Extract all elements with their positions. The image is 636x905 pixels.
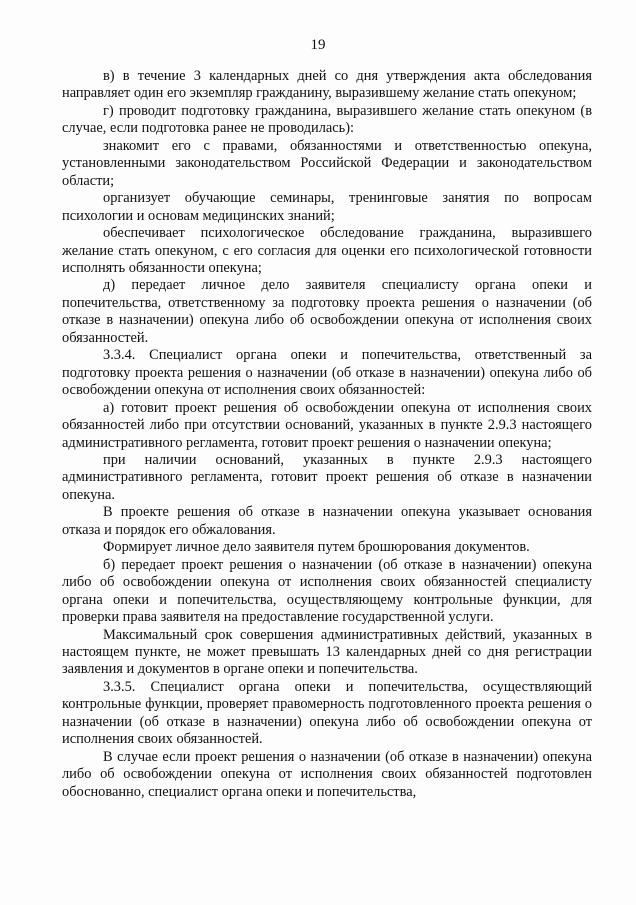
page-number: 19 xyxy=(310,37,326,53)
paragraph-if-draft-justified: В случае если проект решения о назначении (об отказе в назначении) опекуна либо об освобождении опекуна от исполнения своих обязанностей подготовлен обоснованно, специалист органа опеки и попечительства, xyxy=(62,748,592,800)
paragraph-forms-file: Формирует личное дело заявителя путем брошюрования документов. xyxy=(103,539,530,556)
paragraph-3-3-3-g: г) проводит подготовку гражданина, выразившего желание стать опекуном (в случае, если подготовка ранее не проводилась): xyxy=(62,102,592,137)
paragraph-3-3-4-a: а) готовит проект решения об освобождении опекуна от исполнения своих обязанностей либо при отсутствии оснований, указанных в пункте 2.9.3 настоящего административного регламента, готовит проект решения о назначении опекуна; xyxy=(62,399,592,451)
paragraph-3-3-3-d: д) передает личное дело заявителя специалисту органа опеки и попечительства, ответственному за подготовку проекта решения о назначении (об отказе в назначении) опекуна либо об освобождении опекуна от исполнения своих обязанностей. xyxy=(62,277,592,346)
paragraph-grounds-refusal: при наличии оснований, указанных в пункте 2.9.3 настоящего административного регламента, готовит проект решения об отказе в назначении опекуна. xyxy=(62,451,592,503)
paragraph-3-3-3-v: в) в течение 3 календарных дней со дня утверждения акта обследования направляет один его экземпляр гражданину, выразившему желание стать опекуном; xyxy=(62,68,592,102)
paragraph-refusal-grounds-appeal: В проекте решения об отказе в назначении опекуна указывает основания отказа и порядок его обжалования. xyxy=(62,504,592,538)
paragraph-organizes-seminars: организует обучающие семинары, тренинговые занятия по вопросам психологии и основам медицинских знаний; xyxy=(62,190,592,224)
paragraph-3-3-4-b: б) передает проект решения о назначении (об отказе в назначении) опекуна либо об освобождении опекуна от исполнения своих обязанностей специалисту органа опеки и попечительства, осуществляющему контрольные функции, для проверки права заявителя на предоставление государственной услуги. xyxy=(62,556,592,626)
paragraph-3-3-5: 3.3.5. Специалист органа опеки и попечительства, осуществляющий контрольные функции, проверяет правомерность подготовленного проекта решения о назначении (об отказе в назначении) опекуна либо об освобождении опекуна от исполнения своих обязанностей. xyxy=(62,678,592,748)
paragraph-familiarizes: знакомит его с правами, обязанностями и ответственностью опекуна, установленными законодательством Российской Федерации и законодательством области; xyxy=(62,137,592,189)
paragraph-3-3-4: 3.3.4. Специалист органа опеки и попечительства, ответственный за подготовку проекта решения о назначении (об отказе в назначении) опекуна либо об освобождении опекуна от исполнения своих обязанностей: xyxy=(62,347,592,399)
document-body xyxy=(62,68,592,801)
paragraph-max-term: Максимальный срок совершения административных действий, указанных в настоящем пункте, не может превышать 13 календарных дней со дня регистрации заявления и документов в органе опеки и попечительства. xyxy=(62,626,592,678)
paragraph-psych-examination: обеспечивает психологическое обследование гражданина, выразившего желание стать опекуном, с его согласия для оценки его психологической готовности исполнять обязанности опекуна; xyxy=(62,225,592,276)
